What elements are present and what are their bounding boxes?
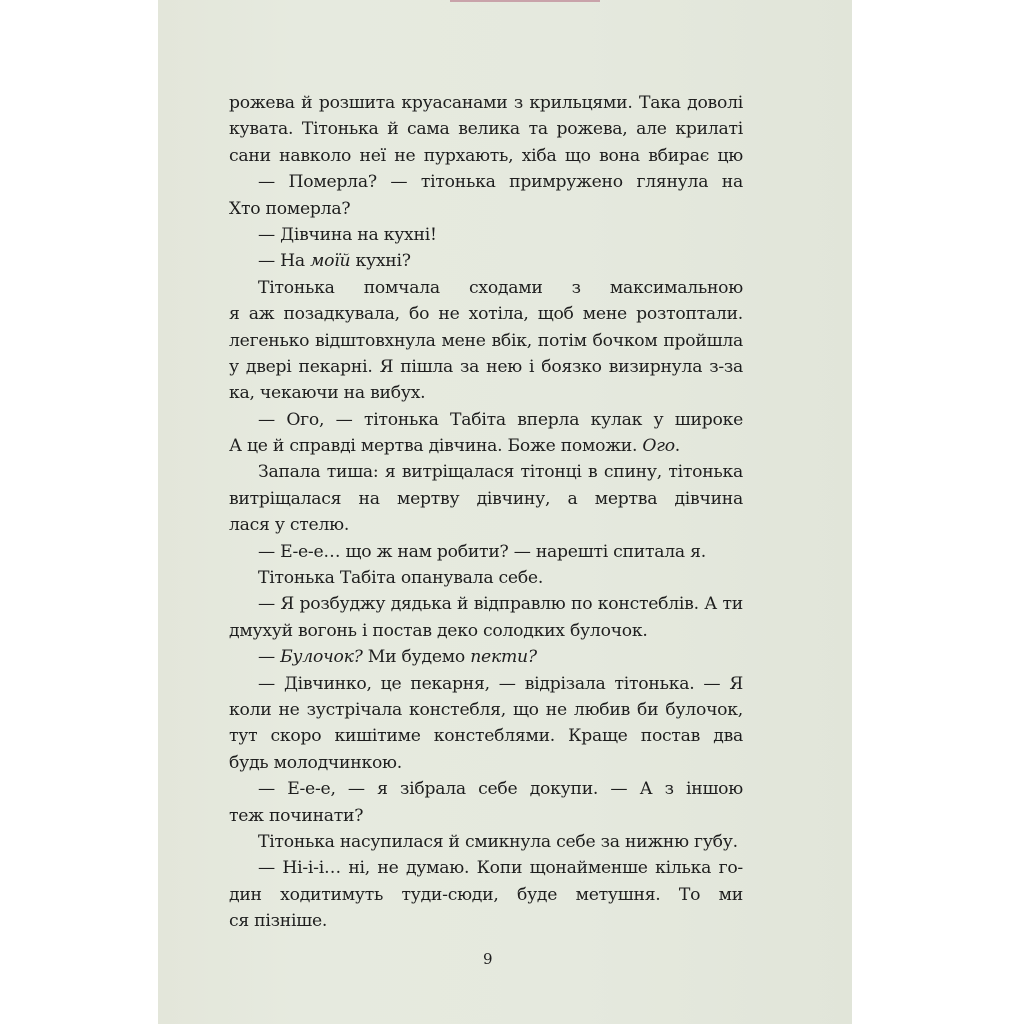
page-number: 9 <box>483 950 493 968</box>
text-line: Тітонька Табіта опанувала себе. <box>258 568 544 589</box>
text-run: А це й справді мертва дівчина. Боже поможи. <box>229 436 643 457</box>
text-line: Запала тиша: я витріщалася тітонці в спину, тітонька <box>258 462 743 483</box>
text-run: кухні? <box>350 251 411 272</box>
italic-text: Ого <box>642 436 675 457</box>
italic-text: Булочок? <box>280 647 363 668</box>
text-line: кувата. Тітонька й сама велика та рожева, але крилаті <box>229 119 743 140</box>
text-line: Хто померла? <box>229 198 351 219</box>
text-run: — На <box>258 251 311 272</box>
text-line: витріщалася на мертву дівчину, а мертва дівчина <box>229 488 743 509</box>
text-line: теж починати? <box>229 805 364 826</box>
text-line: Тітонька насупилася й смикнула себе за нижню губу. <box>258 831 738 852</box>
text-line: Тітонька помчала сходами з максимальною <box>258 277 743 298</box>
text-line: ка, чекаючи на вибух. <box>229 383 426 404</box>
italic-text: пекти? <box>470 647 537 668</box>
text-line: будь молодчинкою. <box>229 752 402 773</box>
body-text <box>229 90 743 935</box>
text-line <box>229 433 743 459</box>
text-line: рожева й розшита круасанами з крильцями. Така доволі <box>229 93 743 113</box>
text-line <box>229 248 743 274</box>
text-line: лася у стелю. <box>229 515 350 536</box>
text-line: — Е-е-е… що ж нам робити? — нарешті спитала я. <box>258 541 706 562</box>
text-line: ся пізніше. <box>229 911 328 932</box>
text-line: коли не зустрічала констебля, що не любив би булочок, <box>229 699 743 720</box>
text-line: — Померла? — тітонька примружено глянула на <box>258 172 743 193</box>
text-run: — <box>258 647 281 668</box>
text-line: я аж позадкувала, бо не хотіла, щоб мене розтоптали. <box>229 304 743 325</box>
text-line: — Я розбуджу дядька й відправлю по констеблів. А ти <box>258 594 743 615</box>
text-line: — Ого, — тітонька Табіта вперла кулак у широке <box>258 409 743 430</box>
text-line: дмухуй вогонь і постав деко солодких булочок. <box>229 620 648 641</box>
text-line: у двері пекарні. Я пішла за нею і боязко визирнула з-за <box>229 356 743 377</box>
text-line <box>229 644 743 670</box>
text-line: сани навколо неї не пурхають, хіба що вона вбирає цю <box>229 145 743 166</box>
text-line: — Дівчина на кухні! <box>258 224 437 245</box>
text-line: — Дівчинко, це пекарня, — відрізала тітонька. — Я <box>258 673 743 694</box>
text-run: Ми будемо <box>362 647 471 668</box>
text-line: — Ні-і-і… ні, не думаю. Копи щонайменше кілька го- <box>258 858 743 879</box>
text-line: тут скоро кишітиме констеблями. Краще постав два <box>229 726 743 747</box>
text-line: легенько відштовхнула мене вбік, потім бочком пройшла <box>229 330 743 351</box>
italic-text: моїй <box>310 251 351 272</box>
top-edge-strip <box>450 0 600 2</box>
text-line: дин ходитимуть туди-сюди, буде метушня. То ми <box>229 884 743 905</box>
text-line: — Е-е-е, — я зібрала себе докупи. — А з іншою <box>258 779 743 800</box>
text-run: . <box>674 436 681 457</box>
